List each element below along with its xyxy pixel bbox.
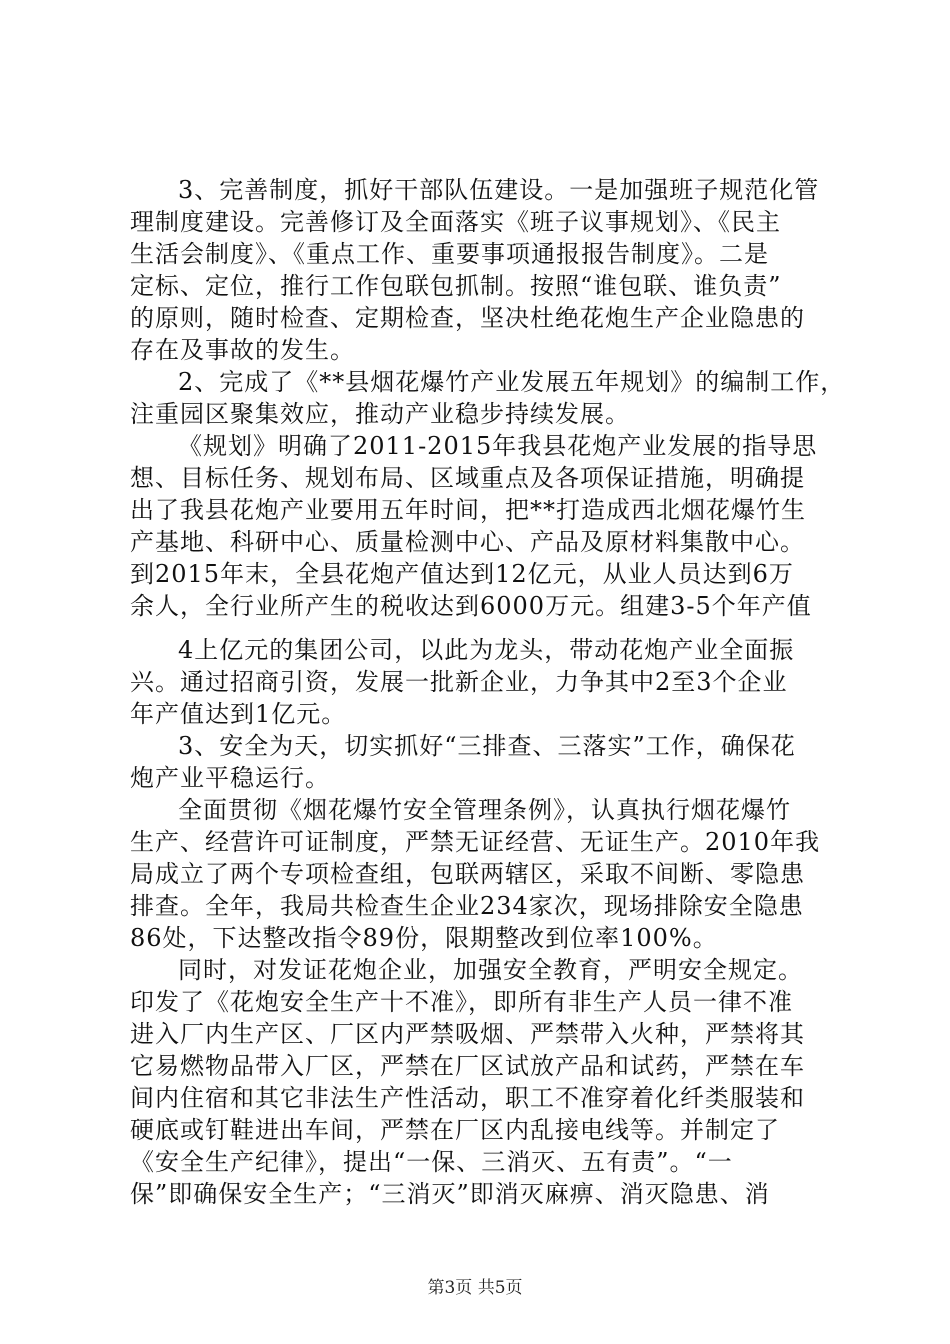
- text-line: 到2015年末，全县花炮产值达到12亿元，从业人员达到6万: [130, 560, 794, 588]
- text-line: 它易燃物品带入厂区，严禁在厂区试放产品和试药，严禁在车: [130, 1052, 805, 1080]
- text-line: 局成立了两个专项检查组，包联两辖区，采取不间断、零隐患: [130, 860, 805, 888]
- text-line: 出了我县花炮产业要用五年时间，把**打造成西北烟花爆竹生: [130, 496, 806, 524]
- text-line: 硬底或钉鞋进出车间，严禁在厂区内乱接电线等。并制定了: [130, 1116, 780, 1144]
- text-line: 保”即确保安全生产；“三消灭”即消灭麻痹、消灭隐患、消: [130, 1180, 770, 1208]
- text-line: 存在及事故的发生。: [130, 336, 355, 364]
- text-line: 想、目标任务、规划布局、区域重点及各项保证措施，明确提: [130, 464, 805, 492]
- text-line: 兴。通过招商引资，发展一批新企业，力争其中2至3个企业: [130, 668, 788, 696]
- page-number-footer: 第3页 共5页: [427, 1278, 523, 1298]
- text-line: 3、完善制度，抓好干部队伍建设。一是加强班子规范化管: [178, 176, 820, 204]
- text-line: 年产值达到1亿元。: [130, 700, 347, 728]
- text-line: 进入厂内生产区、厂区内严禁吸烟、严禁带入火种，严禁将其: [130, 1020, 805, 1048]
- text-line: 产基地、科研中心、质量检测中心、产品及原材料集散中心。: [130, 528, 805, 556]
- text-line: 定标、定位，推行工作包联包抓制。按照“谁包联、谁负责”: [130, 272, 782, 300]
- text-line: 3、安全为天，切实抓好“三排查、三落实”工作，确保花: [178, 732, 796, 760]
- text-line: 同时，对发证花炮企业，加强安全教育，严明安全规定。: [178, 956, 803, 984]
- text-line: 间内住宿和其它非法生产性活动，职工不准穿着化纤类服装和: [130, 1084, 805, 1112]
- text-line: 全面贯彻《烟花爆竹安全管理条例》，认真执行烟花爆竹: [178, 796, 791, 824]
- text-line: 排查。全年，我局共检查生企业234家次，现场排除安全隐患: [130, 892, 804, 920]
- text-line: 理制度建设。完善修订及全面落实《班子议事规划》、《民主: [130, 208, 781, 236]
- text-line: 印发了《花炮安全生产十不准》，即所有非生产人员一律不准: [130, 988, 793, 1016]
- text-line: 炮产业平稳运行。: [130, 764, 330, 792]
- text-line: 余人，全行业所产生的税收达到6000万元。组建3-5个年产值: [130, 592, 812, 620]
- text-line: 生产、经营许可证制度，严禁无证经营、无证生产。2010年我: [130, 828, 821, 856]
- text-line: 生活会制度》、《重点工作、重要事项通报报告制度》。二是: [130, 240, 769, 268]
- text-line: 的原则，随时检查、定期检查，坚决杜绝花炮生产企业隐患的: [130, 304, 805, 332]
- text-line: 4上亿元的集团公司，以此为龙头，带动花炮产业全面振: [178, 636, 795, 664]
- text-line: 《安全生产纪律》，提出“一保、三消灭、五有责”。“一: [130, 1148, 733, 1176]
- text-line: 注重园区聚集效应，推动产业稳步持续发展。: [130, 400, 630, 428]
- text-line: 86处，下达整改指令89份，限期整改到位率100%。: [130, 924, 718, 952]
- text-line: 2、完成了《**县烟花爆竹产业发展五年规划》的编制工作，: [178, 368, 846, 396]
- text-line: 《规划》明确了2011-2015年我县花炮产业发展的指导思: [178, 432, 818, 460]
